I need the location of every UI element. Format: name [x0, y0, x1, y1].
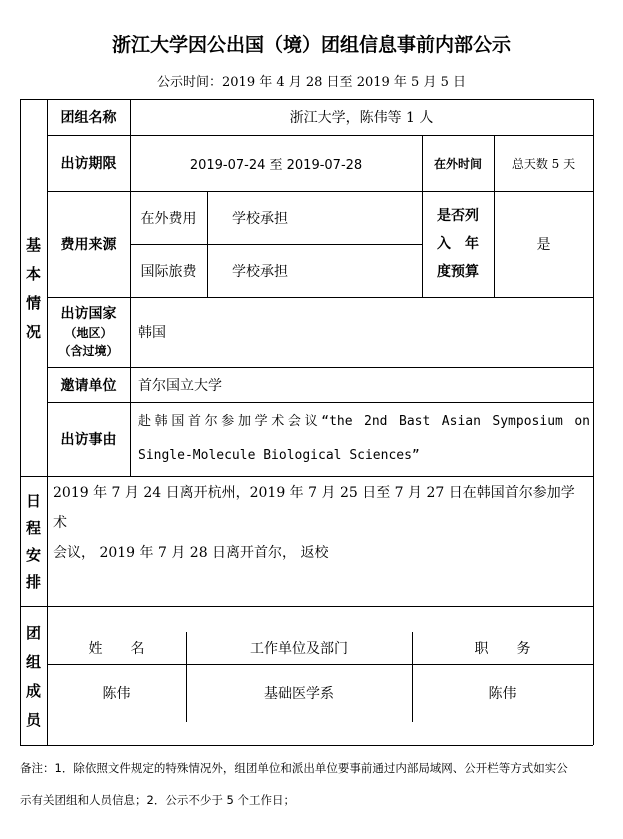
inviter-label: 邀请单位: [60, 377, 117, 394]
section-members: [20, 606, 47, 745]
publish-period: 公示时间：2019 年 4 月 28 日至 2019 年 5 月 5 日: [157, 75, 466, 90]
section-char: 况: [25, 322, 41, 341]
member-name: 陈伟: [102, 686, 131, 702]
section-char: 程: [25, 519, 41, 537]
purpose-label: 出访事由: [60, 432, 117, 448]
section-char: 排: [25, 573, 41, 591]
funding-label: 费用来源: [60, 237, 117, 253]
group-name-value: 浙江大学，陈伟等 1 人: [289, 110, 434, 126]
country-label: [47, 297, 130, 367]
section-char: 员: [25, 710, 41, 729]
footnote: [20, 752, 606, 816]
member-unit: 基础医学系: [264, 686, 334, 702]
abroad-cost-label: 在外费用: [140, 210, 197, 227]
section-basic-info: [20, 99, 47, 476]
purpose-value: [138, 402, 590, 476]
country-label-line: （地区）: [64, 326, 113, 340]
section-char: 成: [25, 681, 41, 700]
section-char: 本: [25, 264, 41, 283]
schedule-text: [53, 478, 588, 568]
section-char: 安: [25, 546, 41, 564]
schedule-line: 会议， 2019 年 7 月 28 日离开首尔， 返校: [53, 545, 329, 561]
members-header-unit: 工作单位及部门: [250, 641, 348, 657]
group-name-label: 团组名称: [60, 110, 117, 126]
abroad-time-value: 总天数 5 天: [511, 156, 576, 171]
abroad-time-label: 在外时间: [433, 156, 482, 171]
country-value: 韩国: [138, 325, 166, 341]
schedule-line: 2019 年 7 月 24 日离开杭州，2019 年 7 月 25 日至 7 月 27 日在韩国首尔参加学术: [53, 485, 575, 531]
inviter-value: 首尔国立大学: [138, 377, 222, 394]
section-char: 团: [25, 623, 41, 642]
period-label: 出访期限: [60, 156, 117, 172]
budget-label-line: 入 年: [437, 236, 479, 252]
footnote-line: 备注：1．除依照文件规定的特殊情况外，组团单位和派出单位要事前通过内部局域网、公开栏等方式如实公: [20, 761, 568, 775]
period-value: 2019-07-24 至 2019-07-28: [189, 157, 363, 173]
travel-cost-label: 国际旅费: [140, 263, 197, 280]
section-schedule: [20, 476, 47, 606]
budget-value: 是: [536, 237, 551, 253]
abroad-cost-value: 学校承担: [232, 210, 288, 227]
section-char: 日: [25, 492, 41, 510]
members-header-name: 姓 名: [88, 641, 145, 657]
budget-label-line: 是否列: [437, 208, 479, 224]
member-position: 陈伟: [488, 686, 517, 702]
footnote-line: 示有关团组和人员信息；2．公示不少于 5 个工作日；: [20, 793, 295, 807]
section-char: 情: [25, 293, 41, 312]
members-header-position: 职 务: [474, 641, 531, 657]
budget-label-line: 度预算: [437, 264, 479, 280]
purpose-line: Single-Molecule Biological Sciences”: [138, 448, 420, 463]
page-title: 浙江大学因公出国（境）团组信息事前内部公示: [111, 34, 511, 56]
country-label-line: 出访国家: [60, 306, 117, 322]
country-label-line: （含过境）: [58, 344, 119, 358]
purpose-line: 赴韩国首尔参加学术会议“the 2nd Bast Asian Symposium on: [138, 414, 590, 429]
travel-cost-value: 学校承担: [232, 263, 288, 280]
budget-label: [422, 191, 494, 297]
section-char: 组: [25, 652, 41, 671]
section-char: 基: [25, 235, 41, 254]
